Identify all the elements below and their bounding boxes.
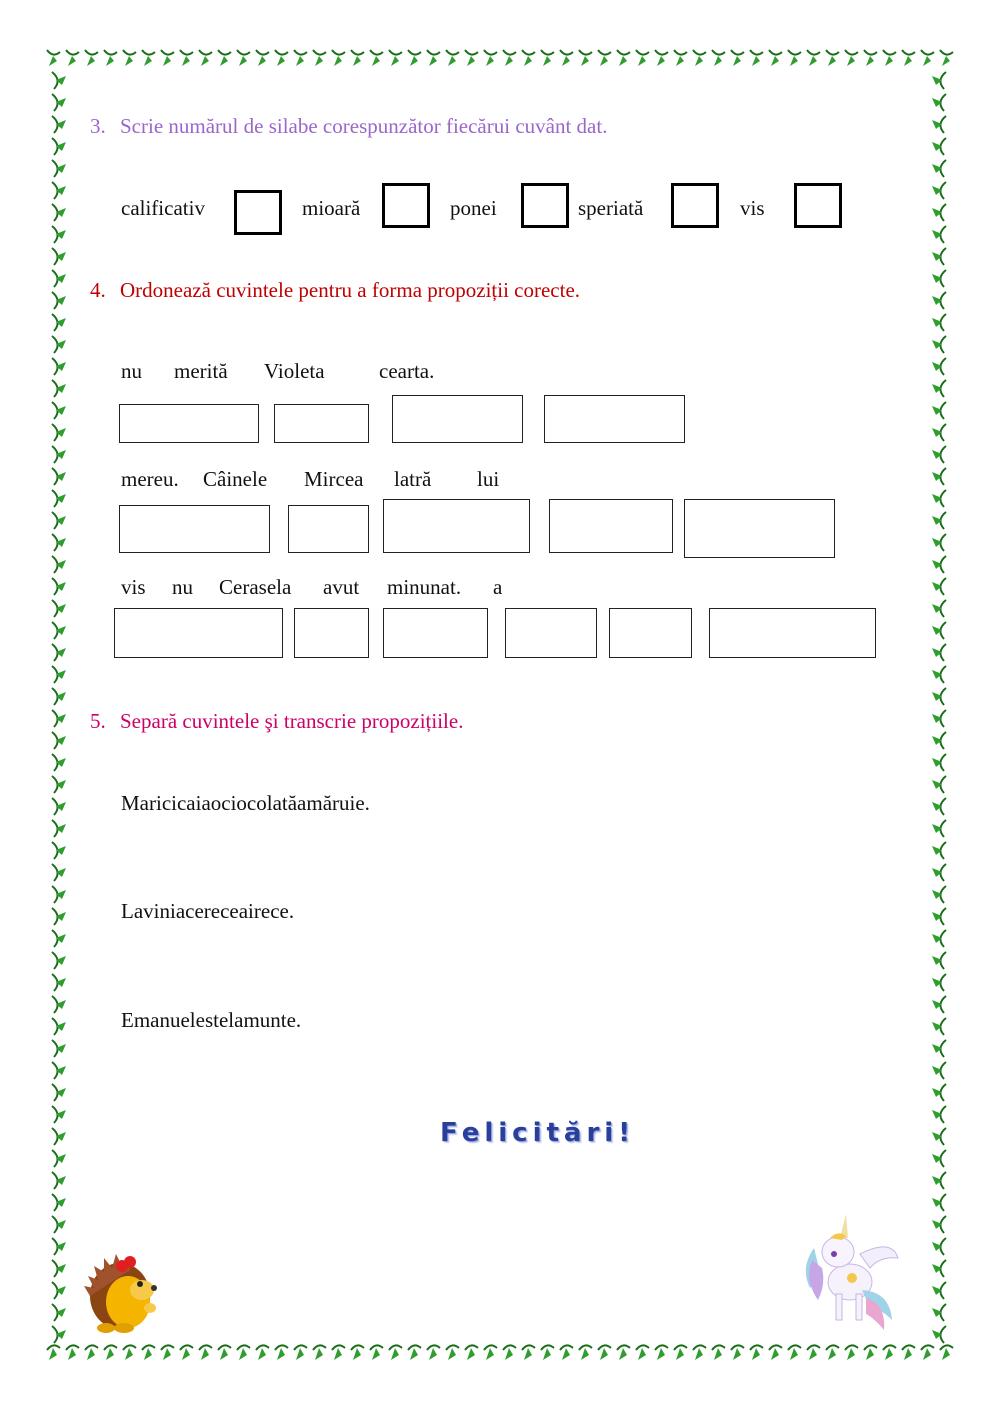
scrambled-word: mereu. xyxy=(121,467,179,491)
syllable-word: ponei xyxy=(450,196,497,220)
scrambled-word: latră xyxy=(394,467,432,491)
word-order-box[interactable] xyxy=(505,608,597,658)
unicorn-pony-illustration xyxy=(800,1208,900,1341)
scrambled-word: nu xyxy=(121,359,142,383)
word-order-box[interactable] xyxy=(684,499,835,558)
scrambled-word: vis xyxy=(121,575,146,599)
scrambled-word: a xyxy=(493,575,503,599)
syllable-word: speriată xyxy=(578,196,644,220)
scrambled-word: merită xyxy=(174,359,228,383)
word-order-box[interactable] xyxy=(609,608,692,658)
scrambled-word: minunat. xyxy=(387,575,462,599)
word-order-box[interactable] xyxy=(383,608,488,658)
word-order-box[interactable] xyxy=(119,505,270,553)
exercise-3-number: 3. xyxy=(90,114,106,138)
exercise-4-instruction: Ordonează cuvintele pentru a forma propoziții corecte. xyxy=(120,278,581,302)
word-order-box[interactable] xyxy=(274,404,369,443)
vine-border-bottom xyxy=(44,1342,956,1370)
vine-border-left xyxy=(44,70,72,1344)
exercise-4-number: 4. xyxy=(90,278,106,302)
syllable-answer-box[interactable] xyxy=(521,183,569,228)
exercise-5-instruction: Separă cuvintele şi transcrie propozițiile. xyxy=(120,709,464,733)
scrambled-word: nu xyxy=(172,575,193,599)
word-order-box[interactable] xyxy=(288,505,369,553)
scrambled-word: Câinele xyxy=(203,467,268,491)
syllable-word: calificativ xyxy=(121,196,205,220)
exercise-3-heading xyxy=(90,114,607,139)
vine-border-right xyxy=(928,70,956,1344)
scrambled-word: Violeta xyxy=(264,359,325,383)
scrambled-word: Mircea xyxy=(304,467,364,491)
exercise-5-heading xyxy=(90,709,463,734)
word-order-box[interactable] xyxy=(114,608,283,658)
syllable-answer-box[interactable] xyxy=(671,183,719,228)
word-order-box[interactable] xyxy=(294,608,369,658)
syllable-answer-box[interactable] xyxy=(794,183,842,228)
syllable-answer-box[interactable] xyxy=(234,190,282,235)
syllable-word: mioară xyxy=(302,196,361,220)
congratulations-text: Felicitări! xyxy=(440,1118,636,1148)
hedgehog-illustration xyxy=(84,1248,164,1339)
word-order-box[interactable] xyxy=(392,395,523,443)
joined-sentence: Emanuelestelamunte. xyxy=(121,1008,302,1032)
scrambled-word: lui xyxy=(477,467,500,491)
vine-border-top xyxy=(44,44,956,72)
syllable-answer-box[interactable] xyxy=(382,183,430,228)
syllable-word: vis xyxy=(740,196,765,220)
word-order-box[interactable] xyxy=(709,608,876,658)
scrambled-word: cearta. xyxy=(379,359,435,383)
exercise-5-number: 5. xyxy=(90,709,106,733)
word-order-box[interactable] xyxy=(119,404,259,443)
exercise-3-instruction: Scrie numărul de silabe corespunzător fiecărui cuvânt dat. xyxy=(120,114,608,138)
word-order-box[interactable] xyxy=(383,499,530,553)
word-order-box[interactable] xyxy=(544,395,685,443)
scrambled-word: avut xyxy=(323,575,360,599)
joined-sentence: Maricicaiaociocolatăamăruie. xyxy=(121,791,370,815)
joined-sentence: Laviniacereceairece. xyxy=(121,899,295,923)
scrambled-word: Cerasela xyxy=(219,575,292,599)
word-order-box[interactable] xyxy=(549,499,673,553)
exercise-4-heading xyxy=(90,278,580,303)
